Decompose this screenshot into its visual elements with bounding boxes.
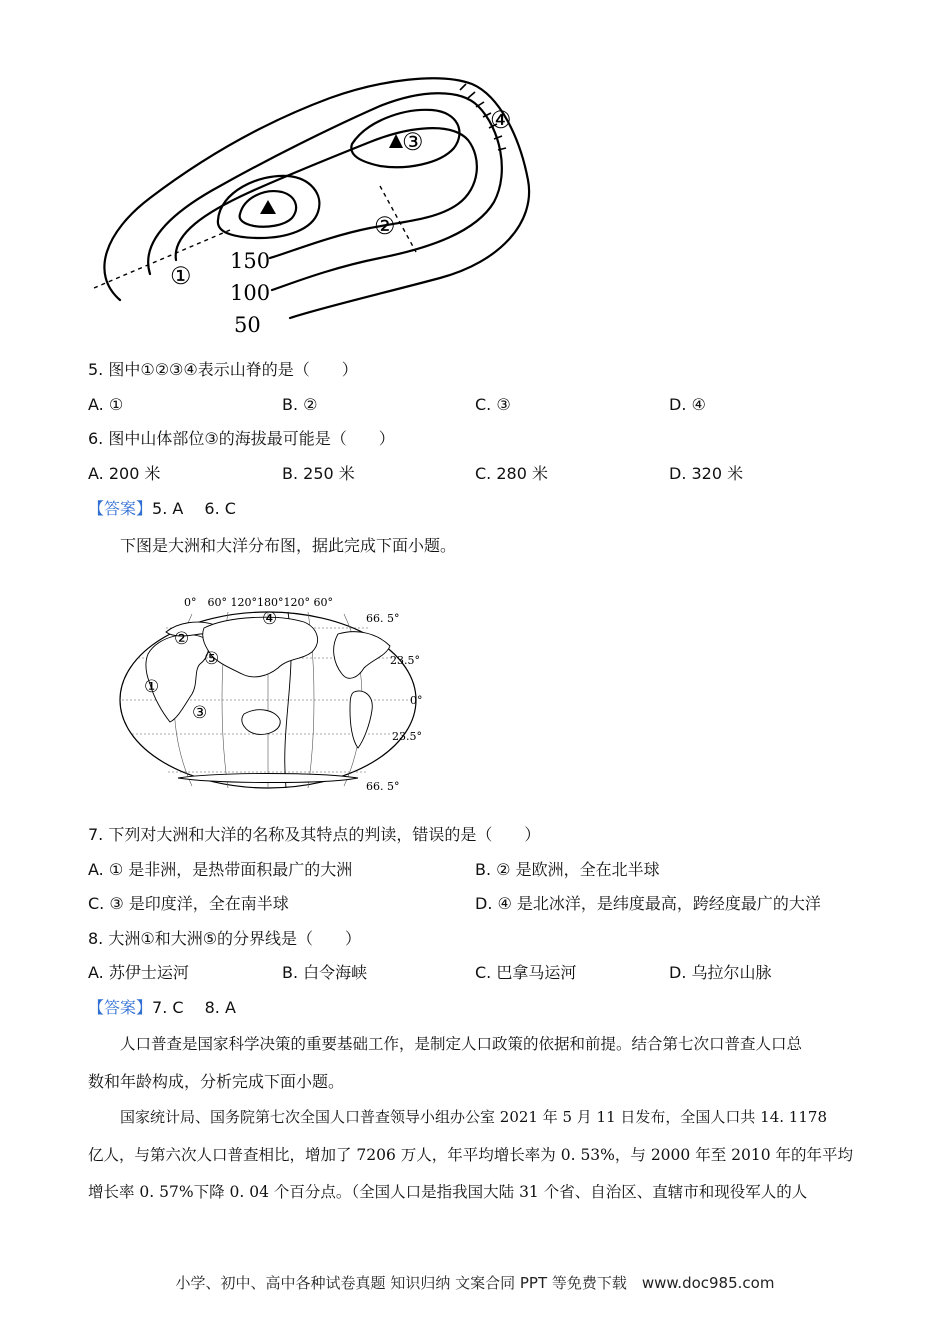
- lat-label-23s: 23.5°: [392, 730, 422, 743]
- q7-stem: 7. 下列对大洲和大洋的名称及其特点的判读，错误的是（ ）: [88, 825, 541, 844]
- q5-option-b: B. ②: [282, 395, 318, 414]
- marker-5: ⑤: [204, 649, 220, 669]
- contour-label-150: 150: [230, 249, 271, 273]
- lat-label-0: 0°: [410, 694, 423, 707]
- answer-tag: 【答案】: [88, 998, 153, 1017]
- answer-tag: 【答案】: [88, 499, 153, 518]
- q7-option-c: C. ③ 是印度洋，全在南半球: [88, 894, 289, 913]
- answer-block-2: [88, 997, 236, 1019]
- longitude-labels: 0° 60° 120°180°120° 60°: [184, 596, 333, 609]
- answer-text: 7. C 8. A: [152, 998, 236, 1017]
- q5-option-d: D. ④: [669, 395, 706, 414]
- q7-option-d: D. ④ 是北冰洋，是纬度最高，跨经度最广的大洋: [475, 894, 821, 913]
- contour-100: [148, 93, 502, 290]
- q6-stem: 6. 图中山体部位③的海拔最可能是（ ）: [88, 429, 395, 448]
- contour-map: [80, 62, 540, 347]
- paragraph-census-data-line-2: 亿人，与第六次人口普查相比，增加了 7206 万人，年平均增长率为 0. 53%，与 2000 年至 2010 年的年平均: [88, 1146, 853, 1164]
- lat-label-23n: 23.5°: [390, 654, 420, 667]
- q8-option-b: B. 白令海峡: [282, 963, 368, 982]
- contour-150: [176, 128, 477, 260]
- q8-option-d: D. 乌拉尔山脉: [669, 963, 772, 982]
- paragraph-census-data-line-1: 国家统计局、国务院第七次全国人口普查领导小组办公室 2021 年 5 月 11 日发布，全国人口共 14. 1178: [120, 1108, 827, 1126]
- q6-option-b: B. 250 米: [282, 464, 355, 483]
- marker-4: ④: [262, 609, 278, 629]
- contour-label-50: 50: [234, 313, 261, 337]
- label-c4: ④: [490, 106, 512, 134]
- q8-option-a: A. 苏伊士运河: [88, 963, 189, 982]
- q7-option-b: B. ② 是欧洲，全在北半球: [475, 860, 660, 879]
- paragraph-census-data-line-3: 增长率 0. 57%下降 0. 04 个百分点。（全国人口是指我国大陆 31 个省、自治区、直辖市和现役军人的人: [88, 1183, 808, 1201]
- peak-triangle-left: [260, 200, 276, 214]
- q7-option-a: A. ① 是非洲，是热带面积最广的大洲: [88, 860, 353, 879]
- marker-2: ②: [174, 629, 190, 649]
- marker-3: ③: [192, 703, 208, 723]
- paragraph-census-intro-line-1: 人口普查是国家科学决策的重要基础工作，是制定人口政策的依据和前提。结合第七次口普查人口总: [120, 1035, 803, 1053]
- lat-label-66s: 66. 5°: [366, 780, 400, 793]
- q8-stem: 8. 大洲①和大洲⑤的分界线是（ ）: [88, 929, 362, 948]
- q5-option-a: A. ①: [88, 395, 124, 414]
- label-c3: ③: [402, 128, 424, 156]
- q6-option-a: A. 200 米: [88, 464, 161, 483]
- label-c2: ②: [374, 212, 396, 240]
- lat-label-66n: 66. 5°: [366, 612, 400, 625]
- q6-option-d: D. 320 米: [669, 464, 744, 483]
- q8-option-c: C. 巴拿马运河: [475, 963, 577, 982]
- label-c1: ①: [170, 262, 192, 290]
- peak-triangle-right: [389, 134, 403, 148]
- world-map: [108, 594, 428, 800]
- q5-option-c: C. ③: [475, 395, 511, 414]
- answer-block-1: [88, 498, 236, 520]
- footer-text: 小学、初中、高中各种试卷真题 知识归纳 文案合同 PPT 等免费下载 www.doc985.com: [175, 1274, 775, 1292]
- contour-label-100: 100: [230, 281, 271, 305]
- intro-world-map: 下图是大洲和大洋分布图，据此完成下面小题。: [120, 536, 457, 555]
- answer-text: 5. A 6. C: [152, 499, 236, 518]
- q6-option-c: C. 280 米: [475, 464, 548, 483]
- q5-stem: 5. 图中①②③④表示山脊的是（ ）: [88, 360, 358, 379]
- marker-1: ①: [144, 677, 160, 697]
- paragraph-census-intro-line-2: 数和年龄构成，分析完成下面小题。: [88, 1072, 345, 1091]
